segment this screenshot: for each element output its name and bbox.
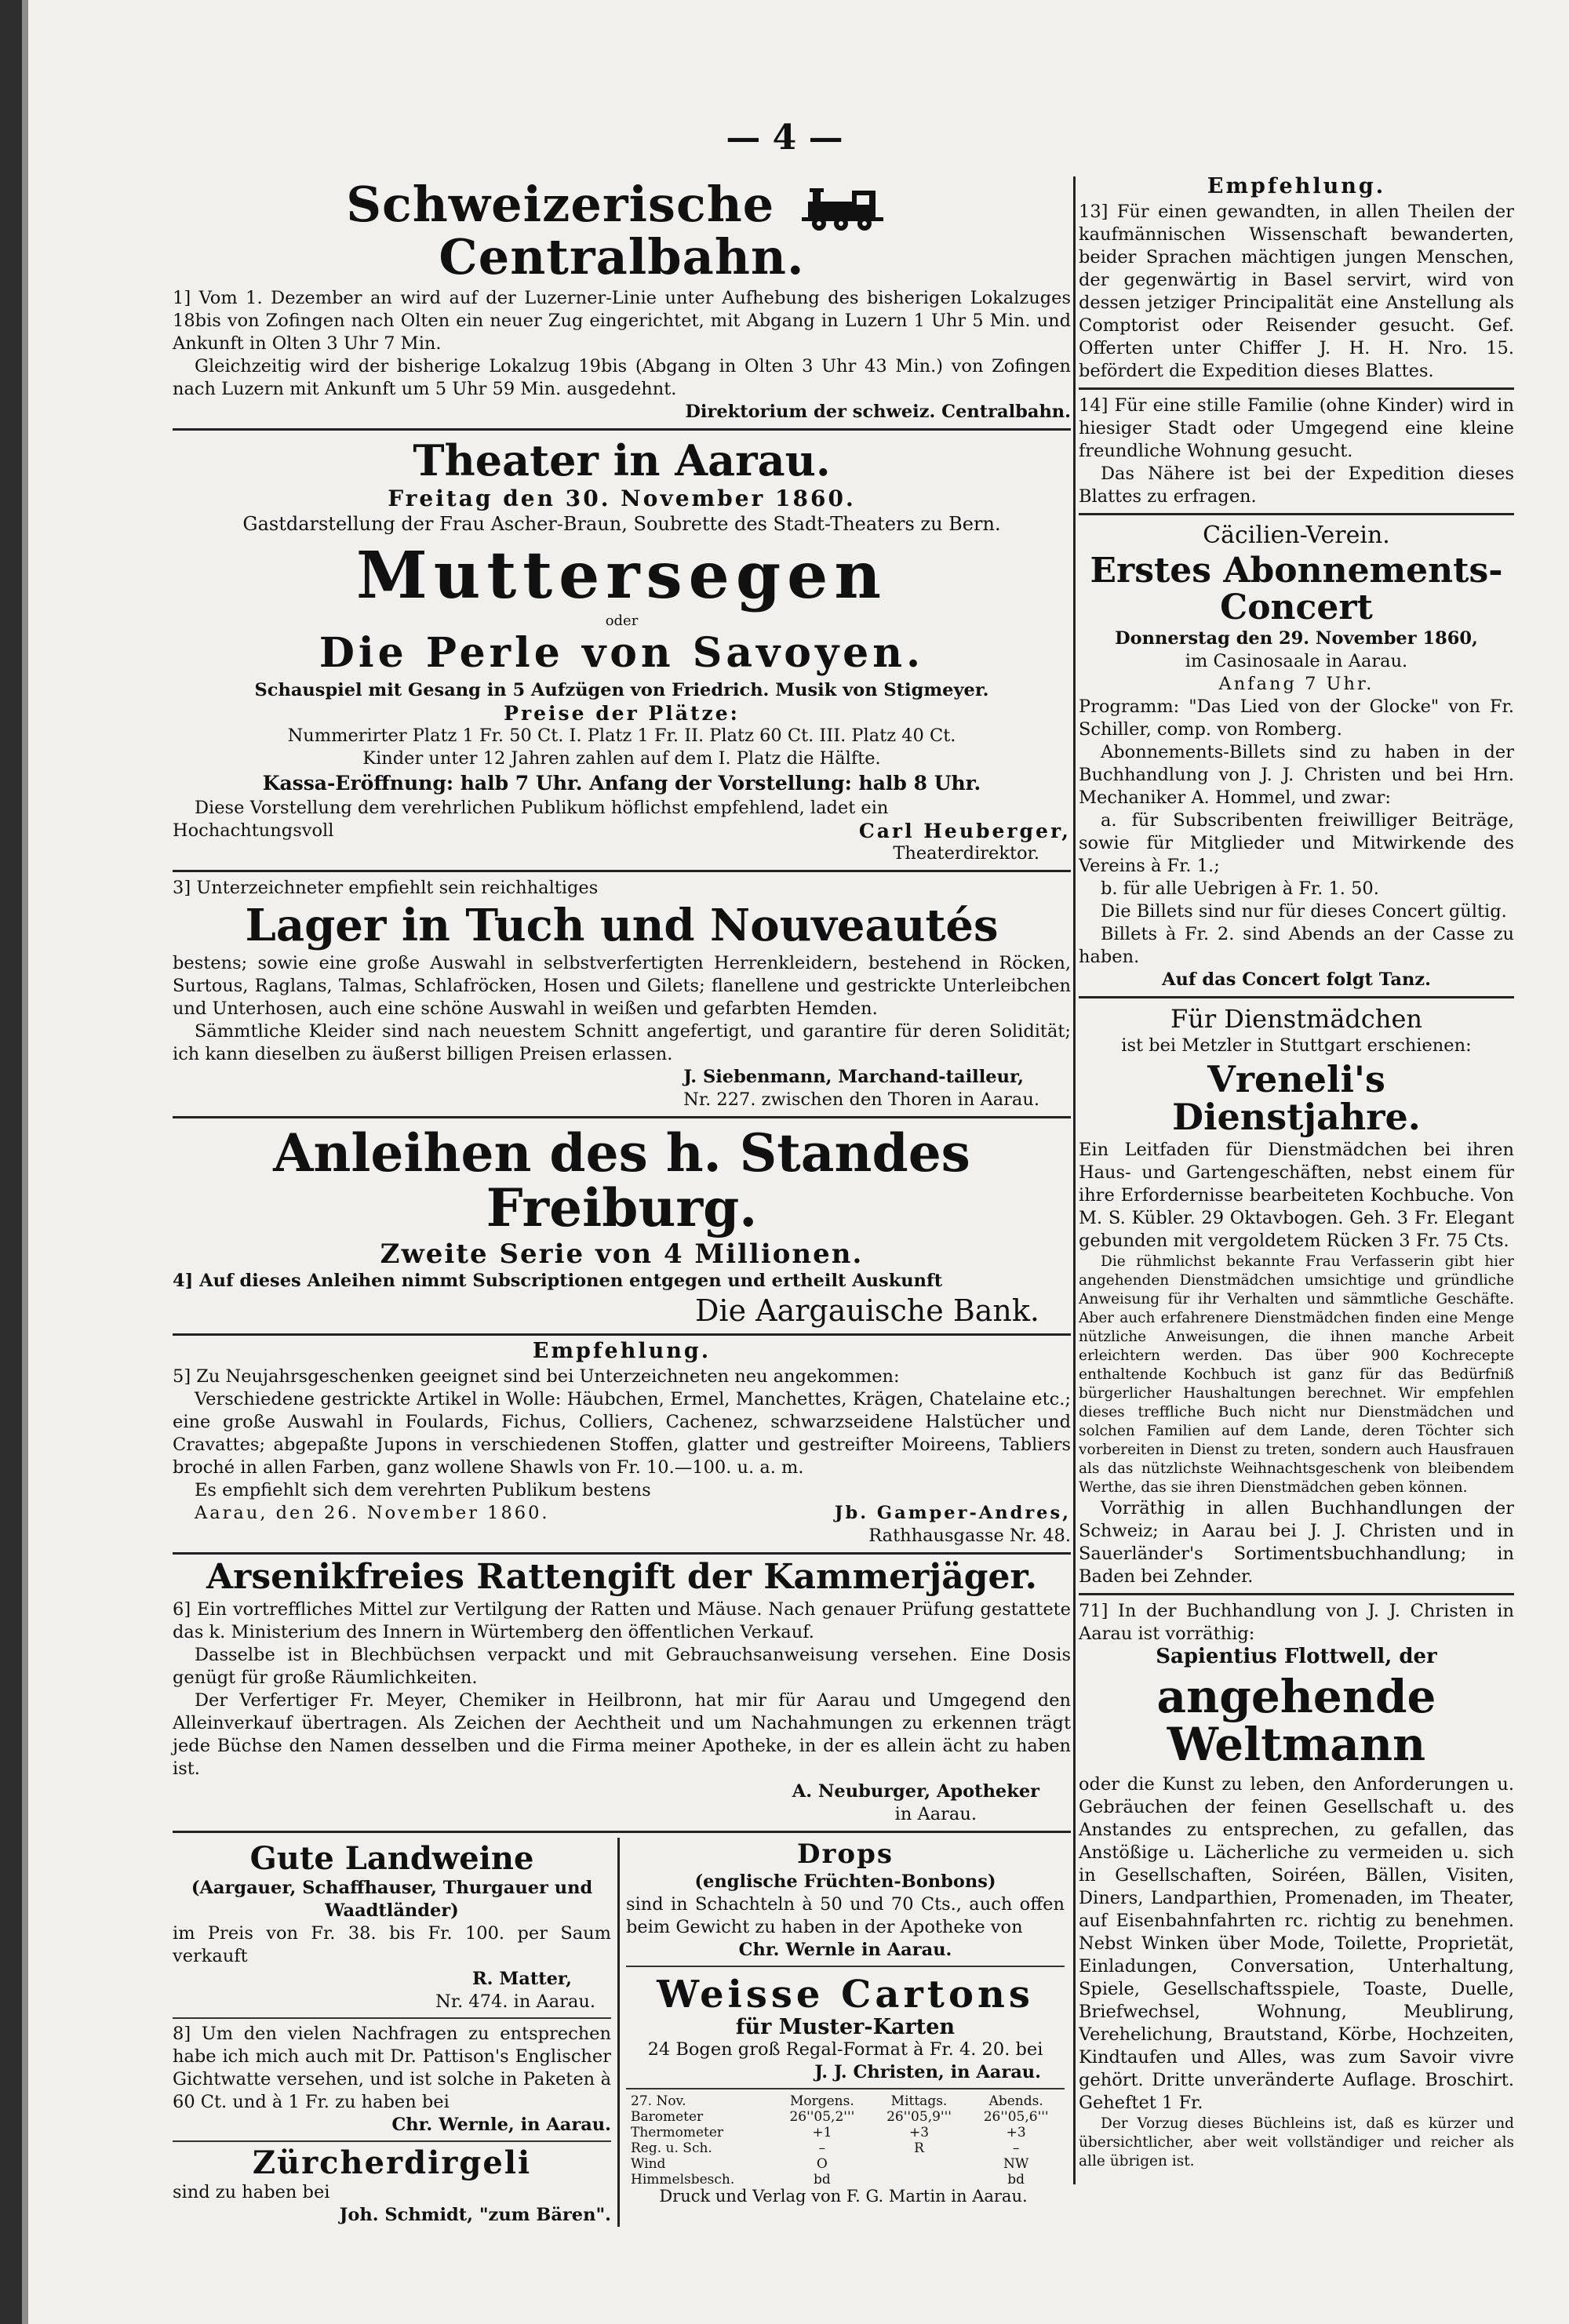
theater-closing: Hochachtungsvoll (173, 820, 334, 842)
weather-row-label: Barometer (631, 2109, 704, 2126)
landweine-address: Nr. 474. in Aarau. (435, 1991, 595, 2013)
weather-row (626, 2172, 1065, 2188)
empfehlung-left-place-date: Aarau, den 26. November 1860. (195, 1503, 550, 1524)
weather-cell: bd (813, 2172, 831, 2188)
weather-table (626, 2093, 1065, 2188)
wellmann-text-2: Der Vorzug dieses Büchleins ist, daß es kürzer und übersichtlicher, aber weit vollständiger und reicher als alle übrigen ist. (1079, 2115, 1514, 2170)
weather-column-header: Mittags. (890, 2093, 948, 2110)
theater-times: Kassa-Eröffnung: halb 7 Uhr. Anfang der Vorstellung: halb 8 Uhr. (262, 772, 981, 795)
divider (1079, 1593, 1514, 1595)
concert-programme: Programm: "Das Lied von der Glocke" von Fr. Schiller, comp. von Romberg. (1079, 696, 1514, 740)
weather-row-label: Wind (631, 2156, 666, 2173)
landweine-ad (173, 1842, 611, 2013)
bottom-split (173, 1838, 1071, 2227)
weather-column-header: Abends. (988, 2093, 1043, 2110)
rattengift-text-3: Der Verfertiger Fr. Meyer, Chemiker in Heilbronn, hat mir für Aarau und Umgegend den Alleinverkauf übertragen. Als Zeichen der Aechtheit und um Nachahmungen zu erkennen trägt jede Büchse den Namen desselben und die Firma meiner Apotheke, in der es allein ächt zu haben ist. (173, 1690, 1071, 1780)
weather-header-row (626, 2093, 1065, 2109)
weather-row (626, 2156, 1065, 2172)
landweine-varieties: (Aargauer, Schaffhauser, Thurgauer und Waadtländer) (191, 1878, 593, 1922)
weather-cell: NW (1003, 2156, 1029, 2173)
centralbahn-signature: Direktorium der schweiz. Centralbahn. (685, 402, 1071, 423)
theater-date: Freitag den 30. November 1860. (388, 485, 856, 511)
gichtwatte-ad (173, 2023, 611, 2137)
page-number: — 4 — (726, 118, 843, 158)
divider (173, 2140, 611, 2142)
concert-dance: Auf das Concert folgt Tanz. (1162, 969, 1431, 990)
anleihen-bank: Die Aargauische Bank. (694, 1293, 1039, 1328)
concert-date: Donnerstag den 29. November 1860, (1115, 627, 1478, 649)
concert-venue: im Casinosaale in Aarau. (1185, 650, 1408, 671)
weather-cell: O (816, 2156, 828, 2173)
bottom-split-right (620, 1838, 1071, 2227)
cartons-title: Weisse Cartons (657, 1973, 1034, 2017)
dienstmaedchen-intro: ist bei Metzler in Stuttgart erschienen: (1121, 1035, 1472, 1056)
wellmann-ad (1079, 1600, 1514, 2171)
empfehlung-left-text-3: Es empfiehlt sich dem verehrten Publikum bestens (195, 1480, 651, 1501)
lager-ad (173, 877, 1071, 1111)
anleihen-ad (173, 1122, 1071, 1329)
divider (173, 870, 1071, 872)
centralbahn-text-1: 1] Vom 1. Dezember an wird auf der Luzerner-Linie unter Aufhebung des bisherigen Lokalzuges 18bis von Zofingen nach Olten ein neuer Zug eingerichtet, mit Abgang in Luzern 1 Uhr 5 Min. und Ankunft in Olten 3 Uhr 7 Min. (173, 288, 1071, 355)
theater-director-name: Carl Heuberger, (858, 820, 1071, 843)
weather-cell: – (818, 2140, 826, 2157)
divider (1079, 387, 1514, 390)
gichtwatte-seller: Chr. Wernle, in Aarau. (391, 2115, 611, 2136)
weather-cell: +3 (1006, 2125, 1026, 2141)
play-oder: oder (605, 612, 639, 629)
wohnung-text-1: 14] Für eine stille Familie (ohne Kinder) wird in hiesiger Stadt oder Umgegend eine kleine freundliche Wohnung gesucht. (1079, 395, 1514, 462)
divider (173, 428, 1071, 431)
centralbahn-text-2: Gleichzeitig wird der bisherige Lokalzug 19bis (Abgang in Olten 3 Uhr 43 Min.) von Zofingen nach Luzern mit Ankunft um 5 Uhr 59 Min. ausgedehnt. (173, 356, 1071, 400)
divider (1079, 513, 1514, 515)
divider (173, 1333, 1071, 1336)
landweine-text: im Preis von Fr. 38. bis Fr. 100. per Saum verkauft (173, 1923, 611, 1967)
theater-ad (173, 435, 1071, 865)
dienstmaedchen-text-3: Vorräthig in allen Buchhandlungen der Schweiz; in Aarau bei J. J. Christen und in Sauerländer's Sortimentsbuchhandlung; in Baden bei Zehnder. (1079, 1498, 1514, 1588)
bottom-split-left (173, 1838, 620, 2227)
theater-signature-row (173, 820, 1071, 842)
dienstmaedchen-title: Für Dienstmädchen (1170, 1003, 1422, 1034)
locomotive-icon (802, 186, 888, 231)
weather-date: 27. Nov. (631, 2093, 686, 2110)
empfehlung-left-text-1: 5] Zu Neujahrsgeschenken geeignet sind bei Unterzeichneten neu angekommen: (173, 1366, 900, 1387)
concert-ad (1079, 520, 1514, 991)
weather-cell: bd (1007, 2172, 1025, 2188)
scan-edge (0, 0, 22, 2324)
empfehlung-left-text-2: Verschiedene gestrickte Artikel in Wolle: Häubchen, Ermel, Manchettes, Krägen, Chatelaine etc.; eine große Auswahl in Foulards, Fichus, Colliers, Cachenez, schwarzseidene Halstücher und Cravattes; abgepaßte Jupons in verschiedenen Stoffen, glatter und gestreifter Moireens, Tabliers broché in allen Farben, ganz wollene Shawls von Fr. 10.—100. u. a. m. (173, 1389, 1071, 1478)
landweine-seller: R. Matter, (471, 1969, 572, 1990)
rattengift-place: in Aarau. (894, 1804, 977, 1825)
dienstmaedchen-text-1: Ein Leitfaden für Dienstmädchen bei ihren Haus- und Gartengeschäften, nebst einem für ihre Erfordernisse bearbeiteten Kochbuche. Von M. S. Kübler. 29 Oktavbogen. Geh. 3 Fr. Elegant gebunden mit vergoldetem Rücken 3 Fr. 75 Cts. (1079, 1140, 1514, 1252)
divider (626, 1966, 1065, 1967)
theater-guest: Gastdarstellung der Frau Ascher-Braun, Soubrette des Stadt-Theaters zu Bern. (242, 512, 1001, 535)
weather-row (626, 2140, 1065, 2156)
empfehlung-left-signature: Jb. Gamper-Andres, (834, 1503, 1071, 1524)
concert-society: Cäcilien-Verein. (1203, 522, 1390, 550)
wellmann-text-1: oder die Kunst zu leben, den Anforderungen u. Gebräuchen der feinen Gesellschaft u. des Anstandes zu entsprechen, zu gefallen, das Anstößige u. Lächerliche zu vermeiden u. sich in Gesellschaften, Soiréen, Bällen, Visiten, Diners, Landparthien, Promenaden, im Theater, auf Eisenbahnfahrten rc. richtig zu benehmen. Nebst Winken über Mode, Toilette, Proprietät, Einladungen, Conversation, Unterhaltung, Spiele, Gesellschaftsspiele, Toaste, Duelle, Briefwechsel, Wohnung, Meublirung, Verehelichung, Brautstand, Körbe, Hochzeiten, Kindtaufen und Alles, was zum Savoir vivre gehört. Dritte unveränderte Auflage. Broschirt. Geheftet 1 Fr. (1079, 1774, 1514, 2114)
drops-subtitle: (englische Früchten-Bonbons) (694, 1871, 996, 1893)
centralbahn-ad (173, 176, 1071, 424)
lager-text-2: Sämmtliche Kleider sind nach neuestem Schnitt angefertigt, und garantire für deren Solidität; ich kann dieselben zu äußerst billigen Preisen erlassen. (173, 1021, 1071, 1065)
prices-list: Nummerirter Platz 1 Fr. 50 Ct. I. Platz 1 Fr. II. Platz 60 Ct. III. Platz 40 Ct. (287, 726, 956, 747)
centralbahn-title-right: Centralbahn. (439, 228, 805, 285)
rattengift-text-2: Dasselbe ist in Blechbüchsen verpackt und mit Gebrauchsanweisung versehen. Eine Dosis genügt für große Räumlichkeiten. (173, 1645, 1071, 1689)
empfehlung-right-ad (1079, 176, 1514, 383)
lager-title: Lager in Tuch und Nouveautés (245, 900, 999, 952)
prices-children: Kinder unter 12 Jahren zahlen auf dem I. Platz die Hälfte. (362, 748, 881, 769)
weather-cell: 26''05,9''' (886, 2109, 952, 2126)
divider (173, 1552, 1071, 1555)
lager-signature: J. Siebenmann, Marchand-tailleur, (683, 1067, 1024, 1088)
weather-column-header: Morgens. (789, 2093, 854, 2110)
empfehlung-left-signature-row (173, 1502, 1071, 1525)
wellmann-intro: 71] In der Buchhandlung von J. J. Christen in Aarau ist vorräthig: (1079, 1601, 1514, 1645)
centralbahn-title-left: Schweizerische (346, 176, 775, 233)
empfehlung-left-title: Empfehlung. (532, 1338, 712, 1363)
landweine-title: Gute Landweine (249, 1840, 534, 1878)
column-rule (1073, 176, 1076, 2184)
weather-row-label: Reg. u. Sch. (631, 2140, 712, 2157)
weather-row-label: Thermometer (631, 2125, 724, 2141)
rattengift-text-1: 6] Ein vortreffliches Mittel zur Vertilgung der Ratten und Mäuse. Nach genauer Prüfung gestattete das k. Ministerium des Innern in Würtemberg den öffentlichen Verkauf. (173, 1599, 1071, 1643)
empfehlung-left-ad (173, 1340, 1071, 1548)
rattengift-ad (173, 1559, 1071, 1826)
empfehlung-left-address: Rathhausgasse Nr. 48. (868, 1526, 1071, 1547)
cartons-text: 24 Bogen groß Regal-Format à Fr. 4. 20. bei (647, 2039, 1043, 2060)
dienstmaedchen-text-2: Die rühmlichst bekannte Frau Verfasserin gibt hier angehenden Dienstmädchen umsichtige und gründliche Anweisung für ihr Verhalten und sämmtliche Geschäfte. Aber auch erfahrenere Dienstmädchen finden eine Menge nützliche Anweisungen, die ihnen manche Arbeit erleichtern werden. Das über 900 Kochrecepte enthaltende Kochbuch ist ganz für das Bedürfniß bürgerlicher Haushaltungen berechnet. Wir empfehlen dieses treffliche Buch nicht nur Dienstmädchen und solchen Familien auf dem Lande, deren Töchter sich vorbereiten in Dienst zu treten, sondern auch Hausfrauen als das nützlichste Weihnachtsgeschenk von bleibendem Werthe, das sie ihren Dienstmädchen geben können. (1079, 1253, 1514, 1497)
play-genre: Schauspiel mit Gesang in 5 Aufzügen von Friedrich. Musik von Stigmeyer. (254, 680, 989, 701)
prices-heading: Preise der Plätze: (504, 702, 740, 726)
concert-price-a: a. für Subscribenten freiwilliger Beiträge, sowie für Mitglieder und Mitwirkende des Vereins à Fr. 1.; (1079, 809, 1514, 876)
empfehlung-right-text: 13] Für einen gewandten, in allen Theilen der kaufmännischen Wissenschaft bewanderten, beider Sprachen mächtigen jungen Menschen, der gegenwärtig in Basel servirt, wird von dessen jetziger Principalität eine Anstellung als Comptorist oder Reisender gesucht. Gef. Offerten unter Chiffer J. H. H. Nro. 15. befördert die Expedition dieses Blattes. (1079, 202, 1514, 382)
weather-cell: – (1012, 2140, 1020, 2157)
weather-cell: 26''05,6''' (983, 2109, 1049, 2126)
divider (173, 1116, 1071, 1118)
centralbahn-title (173, 176, 1071, 285)
drops-ad (626, 1838, 1065, 1962)
dienstmaedchen-ad (1079, 1003, 1514, 1589)
weather-cell: 26''05,2''' (789, 2109, 855, 2126)
drops-text: sind in Schachteln à 50 und 70 Cts., auch offen beim Gewicht zu haben in der Apotheke von (626, 1894, 1065, 1938)
left-column (173, 173, 1071, 2227)
wellmann-title: angehende Weltmann (1156, 1670, 1436, 1772)
gichtwatte-text: 8] Um den vielen Nachfragen zu entsprechen habe ich mich auch mit Dr. Pattison's Englischer Gichtwatte versehen, und ist solche in Paketen à 60 Ct. und à 1 Fr. zu haben bei (173, 2024, 611, 2113)
rattengift-signature: A. Neuburger, Apotheker (792, 1781, 1039, 1802)
theater-recommendation: Diese Vorstellung dem verehrlichen Publikum höflichst empfehlend, ladet ein (195, 798, 889, 819)
play-title: Muttersegen (356, 537, 887, 613)
weather-cell: R (914, 2140, 924, 2157)
wohnung-ad (1079, 395, 1514, 508)
wellmann-author: Sapientius Flottwell, der (1156, 1645, 1437, 1669)
concert-door-tickets: Billets à Fr. 2. sind Abends an der Casse zu haben. (1079, 923, 1514, 967)
wohnung-text-2: Das Nähere ist bei der Expedition dieses Blattes zu erfragen. (1079, 464, 1514, 507)
concert-start: Anfang 7 Uhr. (1218, 673, 1374, 694)
divider (173, 1831, 1071, 1833)
lager-text-1: bestens; sowie eine große Auswahl in selbstverfertigten Herrenkleidern, bestehend in Röcken, Surtous, Raglans, Talmas, Schlafröcken, Hosen und Gilets; flanellene und gestrickte Unterleibchen und Unterhosen, auch eine schöne Auswahl in weißen und gefarbten Hemden. (173, 953, 1071, 1020)
rattengift-title: Arsenikfreies Rattengift der Kammerjäger. (206, 1557, 1037, 1598)
anleihen-title: Anleihen des h. Standes Freiburg. (273, 1122, 970, 1238)
weather-cell: +1 (812, 2125, 832, 2141)
cartons-seller: J. J. Christen, in Aarau. (814, 2062, 1041, 2083)
lager-address: Nr. 227. zwischen den Thoren in Aarau. (683, 1089, 1039, 1111)
cartons-ad (626, 1975, 1065, 2084)
lager-intro: 3] Unterzeichneter empfiehlt sein reichhaltiges (173, 878, 599, 899)
right-column (1079, 173, 1514, 2171)
anleihen-subtitle: Zweite Serie von 4 Millionen. (380, 1238, 864, 1270)
zuercher-title: Zürcherdirgeli (252, 2144, 532, 2182)
play-subtitle: Die Perle von Savoyen. (319, 628, 925, 677)
weather-cell: +3 (908, 2125, 930, 2141)
divider (1079, 996, 1514, 998)
zuercher-text: sind zu haben bei (173, 2182, 330, 2203)
weather-row (626, 2109, 1065, 2125)
drops-title: Drops (797, 1838, 894, 1871)
weather-row (626, 2125, 1065, 2140)
weather-cell (871, 2172, 968, 2188)
concert-validity: Die Billets sind nur für dieses Concert gültig. (1101, 900, 1507, 922)
weather-row-label: Himmelsbesch. (631, 2172, 735, 2188)
dienstmaedchen-book-title: Vreneli's Dienstjahre. (1172, 1057, 1421, 1139)
zuercher-seller: Joh. Schmidt, "zum Bären". (339, 2205, 611, 2226)
theater-director-title: Theaterdirektor. (893, 843, 1039, 864)
scan-edge-shadow (22, 0, 28, 2324)
concert-tickets: Abonnements-Billets sind zu haben in der Buchhandlung von J. J. Christen und bei Hrn. Mechaniker A. Hommel, und zwar: (1079, 741, 1514, 808)
concert-title: Erstes Abonnements-Concert (1090, 551, 1503, 627)
concert-price-b: b. für alle Uebrigen à Fr. 1. 50. (1101, 878, 1379, 899)
anleihen-text: 4] Auf dieses Anleihen nimmt Subscriptionen entgegen und ertheilt Auskunft (173, 1270, 943, 1291)
divider (626, 2088, 1065, 2089)
cartons-subtitle: für Muster-Karten (735, 2015, 956, 2040)
theater-title: Theater in Aarau. (413, 435, 831, 486)
divider (173, 2017, 611, 2019)
drops-seller: Chr. Wernle in Aarau. (738, 1940, 952, 1961)
weather-cell (871, 2156, 968, 2172)
footer-imprint: Druck und Verlag von F. G. Martin in Aarau. (659, 2187, 1028, 2206)
empfehlung-right-title: Empfehlung. (1207, 174, 1386, 198)
